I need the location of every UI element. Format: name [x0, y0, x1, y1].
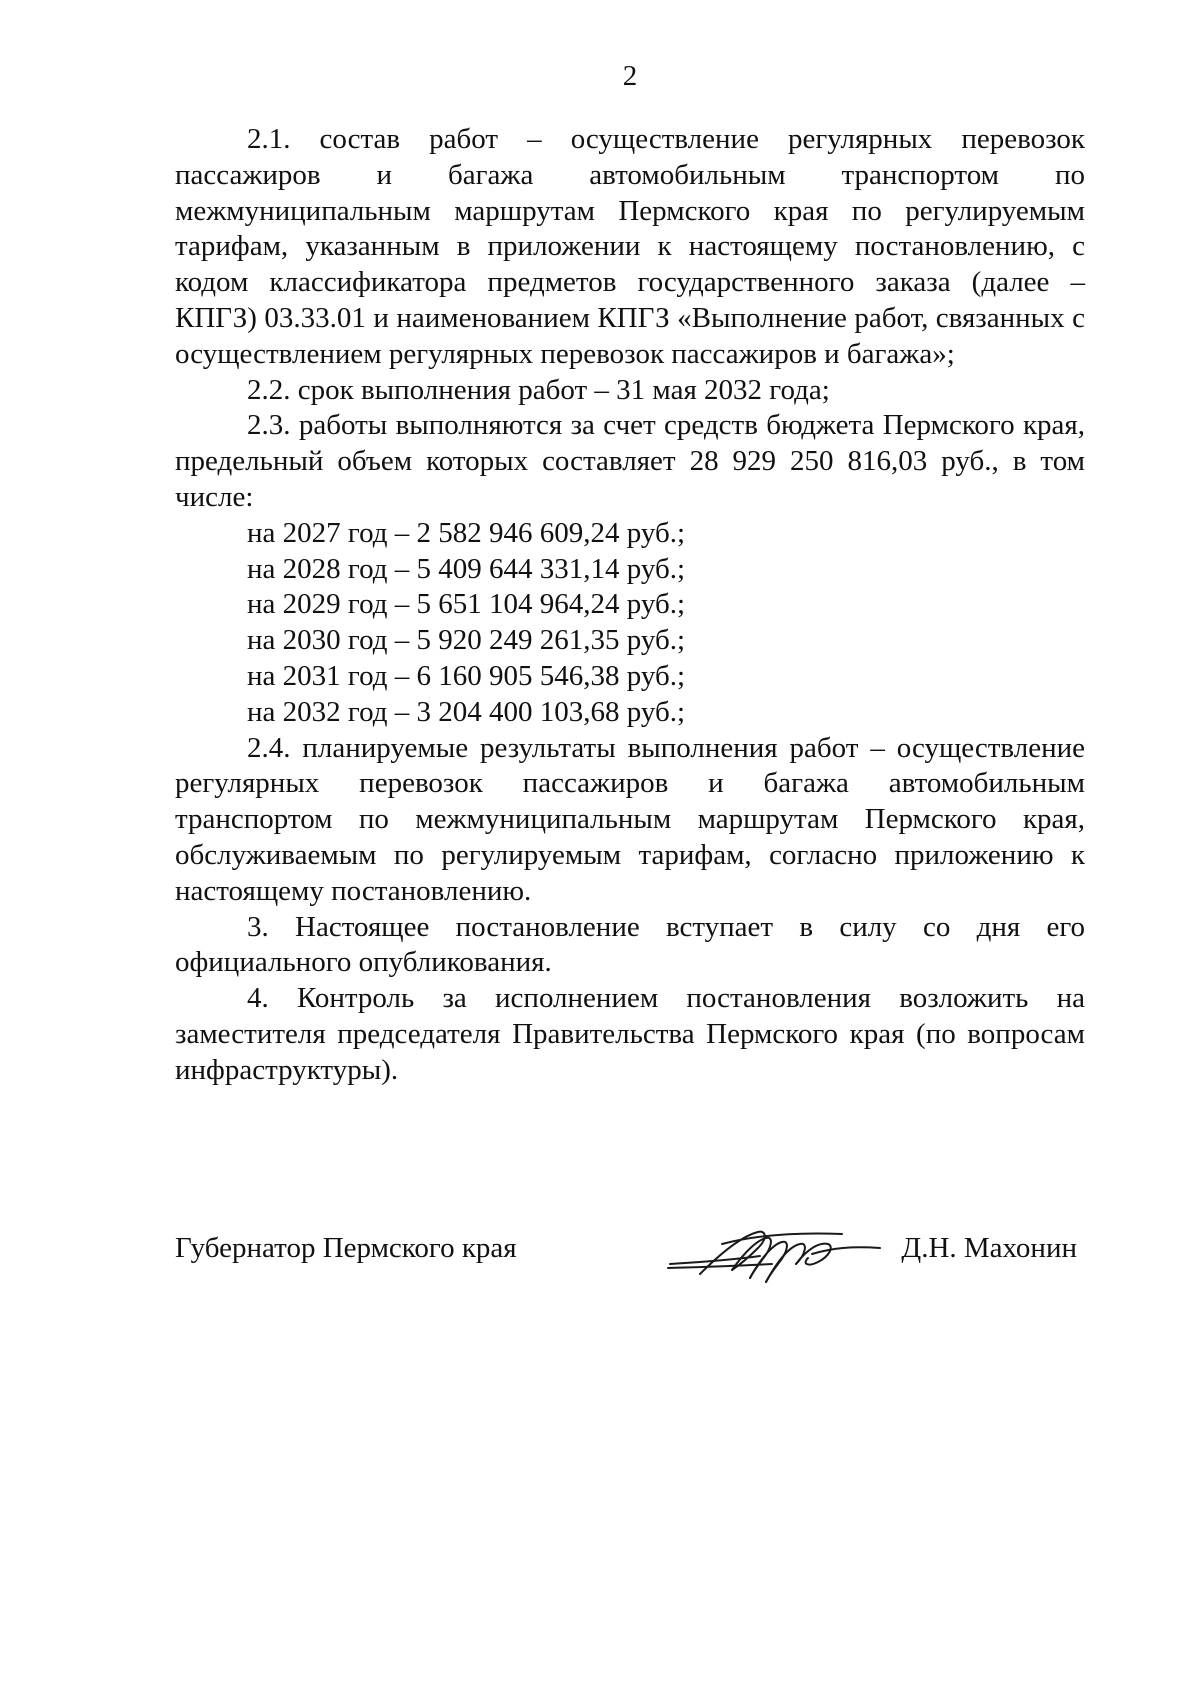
amount-2032: на 2032 год – 3 204 400 103,68 руб.; — [247, 695, 686, 728]
signer-name: Д.Н. Махонин — [901, 1232, 1077, 1264]
signature-block — [175, 1232, 1085, 1292]
clause-2-2: 2.2. срок выполнения работ – 31 мая 2032 года; — [247, 373, 830, 406]
document-body — [175, 122, 1085, 1089]
amount-2031: на 2031 год – 6 160 905 546,38 руб.; — [247, 659, 686, 692]
handwritten-signature — [662, 1222, 892, 1292]
amount-2030: на 2030 год – 5 920 249 261,35 руб.; — [247, 624, 686, 657]
clause-2-1: 2.1. состав работ – осуществление регулярных перевозок пассажиров и багажа автомобильным транспортом по межмуниципальным маршрутам Пермского края по регулируемым тарифам, указанным в приложении к настоящему постановлению, с кодом классификатора предметов государственного заказа (далее – КПГЗ) 03.33.01 и наименованием КПГЗ «Выполнение работ, связанных с осуществлением регулярных перевозок пассажиров и багажа»; — [175, 123, 1085, 370]
amount-2029: на 2029 год – 5 651 104 964,24 руб.; — [247, 588, 686, 621]
clause-3: 3. Настоящее постановление вступает в силу со дня его официального опубликования. — [175, 910, 1085, 979]
signer-title: Губернатор Пермского края — [175, 1232, 517, 1264]
clause-4: 4. Контроль за исполнением постановления возложить на заместителя председателя Правительства Пермского края (по вопросам инфраструктуры). — [175, 982, 1085, 1086]
page-number: 2 — [622, 60, 638, 92]
clause-2-4: 2.4. планируемые результаты выполнения работ – осуществление регулярных перевозок пассажиров и багажа автомобильным транспортом по межмуниципальным маршрутам Пермского края, обслуживаемым по регулируемым тарифам, согласно приложению к настоящему постановлению. — [175, 731, 1085, 907]
clause-2-3: 2.3. работы выполняются за счет средств бюджета Пермского края, предельный объем которых составляет 28 929 250 816,03 руб., в том числе: — [175, 409, 1085, 513]
amount-2028: на 2028 год – 5 409 644 331,14 руб.; — [247, 552, 686, 585]
amount-2027: на 2027 год – 2 582 946 609,24 руб.; — [247, 516, 686, 549]
